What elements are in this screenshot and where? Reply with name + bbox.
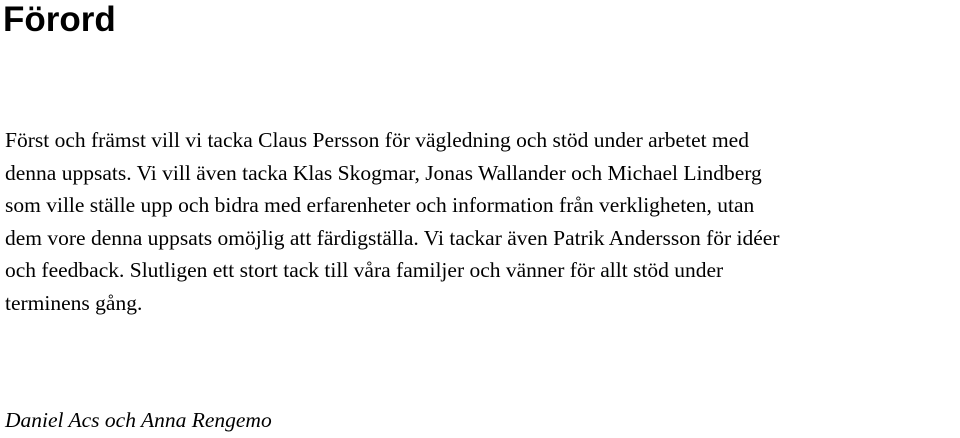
- page-title: Förord: [3, 0, 116, 39]
- paragraph-line: Först och främst vill vi tacka Claus Persson för vägledning och stöd under arbetet med: [5, 128, 749, 152]
- acknowledgement-paragraph: [5, 124, 957, 319]
- paragraph-line: dem vore denna uppsats omöjlig att färdigställa. Vi tackar även Patrik Andersson för idéer: [5, 225, 780, 250]
- paragraph-line: terminens gång.: [5, 290, 143, 315]
- paragraph-line: som ville ställe upp och bidra med erfarenheter och information från verkligheten, utan: [5, 193, 755, 217]
- paragraph-line: denna uppsats. Vi vill även tacka Klas Skogmar, Jonas Wallander och Michael Lindberg: [5, 160, 762, 185]
- paragraph-line: och feedback. Slutligen ett stort tack till våra familjer och vänner för allt stöd under: [5, 258, 724, 282]
- author-signature: Daniel Acs och Anna Rengemo: [5, 408, 272, 432]
